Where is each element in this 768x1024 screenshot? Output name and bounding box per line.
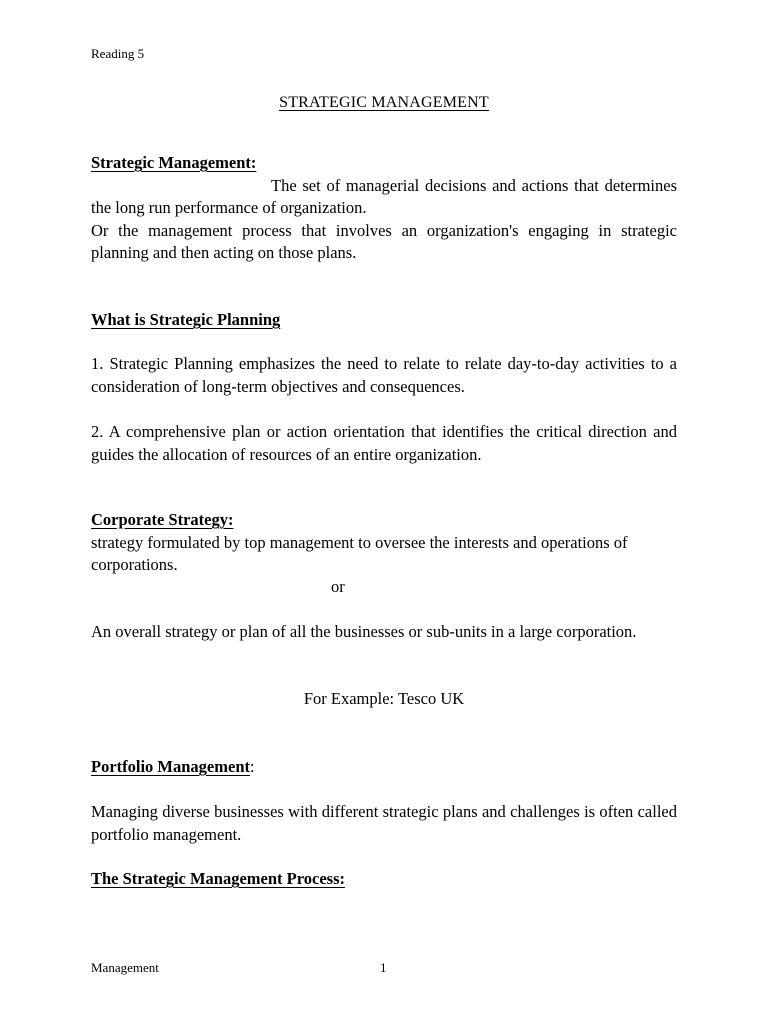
section-portfolio-management — [91, 756, 677, 779]
planning-item-2: 2. A comprehensive plan or action orientation that identifies the critical direction and guides the allocation of resources of an entire organization. — [91, 422, 677, 464]
running-header: Reading 5 — [91, 46, 145, 61]
planning-item-1: 1. Strategic Planning emphasizes the need to relate to relate day-to-day activities to a consideration of long-term objectives and consequences. — [91, 354, 677, 396]
section-heading: Strategic Management: — [91, 153, 257, 172]
section-corporate-strategy — [91, 509, 677, 577]
page-number: 1 — [380, 960, 387, 975]
example-line: For Example: Tesco UK — [303, 689, 465, 708]
section-process — [91, 868, 677, 891]
or-connector: or — [331, 577, 345, 596]
section-strategic-management — [91, 152, 677, 265]
heading-colon: : — [250, 757, 255, 776]
corporate-definition-1: strategy formulated by top management to oversee the interests and operations of corporations. — [91, 532, 628, 574]
corporate-definition-2: An overall strategy or plan of all the businesses or sub-units in a large corporation. — [91, 622, 637, 641]
running-footer: Management — [91, 960, 159, 975]
section-heading: What is Strategic Planning — [91, 310, 281, 329]
document-title-text: STRATEGIC MANAGEMENT — [279, 94, 489, 111]
definition-paragraph-alt: Or the management process that involves an organization's engaging in strategic planning and then acting on those plans. — [91, 220, 677, 262]
portfolio-definition: Managing diverse businesses with different strategic plans and challenges is often called portfolio management. — [91, 802, 677, 844]
section-heading: Portfolio Management — [91, 757, 250, 776]
definition-paragraph: The set of managerial decisions and actions that determines the long run performance of organization. — [91, 175, 677, 217]
section-heading: Corporate Strategy: — [91, 510, 234, 529]
section-heading-row — [91, 756, 677, 779]
section-strategic-planning — [91, 309, 677, 332]
document-title — [0, 94, 768, 112]
section-heading: The Strategic Management Process: — [91, 869, 346, 888]
